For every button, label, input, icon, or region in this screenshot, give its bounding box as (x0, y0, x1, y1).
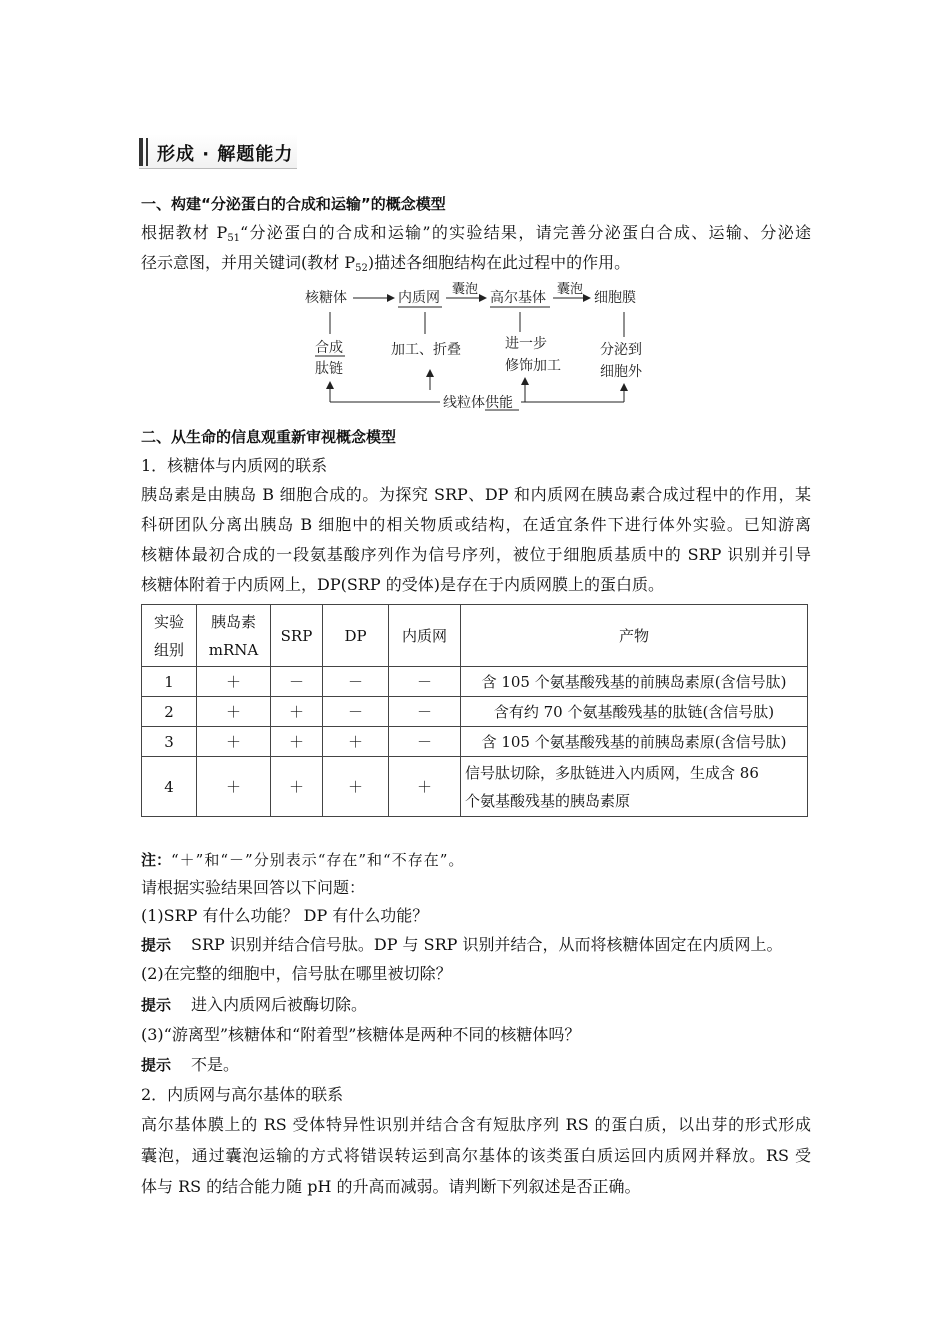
cell-er: － (389, 667, 461, 697)
part1-intro-line1: 根据教材 $P_{51}“$分泌蛋白的合成和运输”的实验结果，请完善分泌蛋白合成、运输、分泌途 (141, 223, 811, 244)
table-row (142, 697, 808, 727)
cell-group: 2 (142, 697, 197, 727)
cell-dp: － (323, 697, 389, 727)
role-ribosome-2: 肽链 (315, 361, 343, 377)
cell-er: － (389, 697, 461, 727)
cell-product: 含有约 70 个氨基酸残基的肽链(含信号肽) (461, 697, 808, 727)
para1-line1: 胰岛素是由胰岛 B 细胞合成的。为探究 SRP、DP 和内质网在胰岛素合成过程中的作用，某 (141, 485, 811, 504)
node-golgi: 高尔基体 (490, 290, 546, 306)
part2-subheading-2: 2．内质网与高尔基体的联系 (141, 1085, 344, 1104)
cell-dp: ＋ (323, 757, 389, 817)
role-membrane-1: 分泌到 (600, 342, 642, 358)
para1-line4: 核糖体附着于内质网上，DP(SRP 的受体)是存在于内质网膜上的蛋白质。 (141, 575, 664, 594)
para1-line2: 科研团队分离出胰岛 B 细胞中的相关物质或结构，在适宜条件下进行体外实验。已知游离 (141, 515, 811, 534)
question-1: (1)SRP 有什么功能？ DP 有什么功能？ (141, 906, 429, 925)
para2-line2: 囊泡，通过囊泡运输的方式将错误转运到高尔基体的该类蛋白质运回内质网并释放。RS 受 (141, 1146, 811, 1165)
cell-mrna: ＋ (197, 697, 271, 727)
cell-srp: － (271, 667, 323, 697)
header-product: 产物 (461, 605, 808, 667)
cell-mrna: ＋ (197, 757, 271, 817)
question-2: (2)在完整的细胞中，信号肽在哪里被切除？ (141, 964, 452, 983)
para2-line3: 体与 RS 的结合能力随 pH 的升高而减弱。请判断下列叙述是否正确。 (141, 1177, 641, 1196)
role-er: 加工、折叠 (391, 342, 461, 358)
questions-intro: 请根据实验结果回答以下问题： (141, 878, 366, 897)
table-row (142, 727, 808, 757)
header-er: 内质网 (389, 605, 461, 667)
experiment-table (141, 604, 808, 817)
node-er: 内质网 (398, 290, 440, 306)
answer-3: 提示 不是。 (141, 1055, 240, 1074)
para1-line3: 核糖体最初合成的一段氨基酸序列作为信号序列，被位于细胞质基质中的 SRP 识别并引导 (141, 545, 811, 564)
section-header (139, 134, 297, 169)
header-bar-icon (139, 138, 143, 166)
question-3: (3)“游离型”核糖体和“附着型”核糖体是两种不同的核糖体吗？ (141, 1025, 581, 1044)
role-ribosome-1: 合成 (315, 340, 343, 356)
cell-srp: ＋ (271, 697, 323, 727)
cell-er: － (389, 727, 461, 757)
role-membrane-2: 细胞外 (600, 364, 642, 380)
cell-product: 含 105 个氨基酸残基的前胰岛素原(含信号肽) (461, 667, 808, 697)
header-srp: SRP (271, 605, 323, 667)
cell-group: 1 (142, 667, 197, 697)
part1-intro-line2: 径示意图，并用关键词(教材 $P_{52}$)描述各细胞结构在此过程中的作用。 (141, 253, 631, 274)
cell-group: 3 (142, 727, 197, 757)
secretion-pathway-diagram (295, 282, 655, 412)
table-row (142, 757, 808, 817)
table-note: 注：“＋”和“－”分别表示“存在”和“不存在”。 (141, 851, 465, 869)
header-bar-thin-icon (146, 138, 148, 166)
part2-heading: 二、从生命的信息观重新审视概念模型 (141, 428, 397, 446)
section-title: 形成 · 解题能力 (157, 144, 294, 165)
label-vesicle-2: 囊泡 (557, 282, 584, 297)
para2-line1: 高尔基体膜上的 RS 受体特异性识别并结合含有短肽序列 RS 的蛋白质，以出芽的形式形成 (141, 1115, 811, 1134)
hint-label: 提示 (141, 936, 172, 954)
node-mitochondria: 线粒体供能 (443, 395, 513, 411)
hint-label: 提示 (141, 996, 172, 1014)
table-row (142, 667, 808, 697)
cell-mrna: ＋ (197, 727, 271, 757)
answer-2: 提示 进入内质网后被酶切除。 (141, 995, 368, 1014)
node-membrane: 细胞膜 (594, 290, 636, 306)
label-vesicle-1: 囊泡 (452, 282, 479, 297)
cell-product: 含 105 个氨基酸残基的前胰岛素原(含信号肽) (461, 727, 808, 757)
role-golgi-2: 修饰加工 (505, 358, 561, 374)
header-dp: DP (323, 605, 389, 667)
cell-group: 4 (142, 757, 197, 817)
role-golgi-1: 进一步 (505, 336, 547, 352)
header-mrna: 胰岛素 mRNA (197, 605, 271, 667)
part2-subheading-1: 1．核糖体与内质网的联系 (141, 456, 328, 475)
cell-product: 信号肽切除，多肽链进入内质网，生成含 86 个氨基酸残基的胰岛素原 (461, 757, 808, 817)
cell-er: ＋ (389, 757, 461, 817)
cell-dp: ＋ (323, 727, 389, 757)
hint-label: 提示 (141, 1056, 172, 1074)
header-group: 实验 组别 (142, 605, 197, 667)
cell-dp: － (323, 667, 389, 697)
node-ribosome: 核糖体 (305, 290, 347, 306)
part1-heading: 一、构建“分泌蛋白的合成和运输”的概念模型 (141, 195, 446, 213)
cell-mrna: ＋ (197, 667, 271, 697)
answer-1: 提示 SRP 识别并结合信号肽。DP 与 SRP 识别并结合，从而将核糖体固定在内质网上。 (141, 935, 783, 954)
cell-srp: ＋ (271, 727, 323, 757)
table-header-row (142, 605, 808, 667)
cell-srp: ＋ (271, 757, 323, 817)
